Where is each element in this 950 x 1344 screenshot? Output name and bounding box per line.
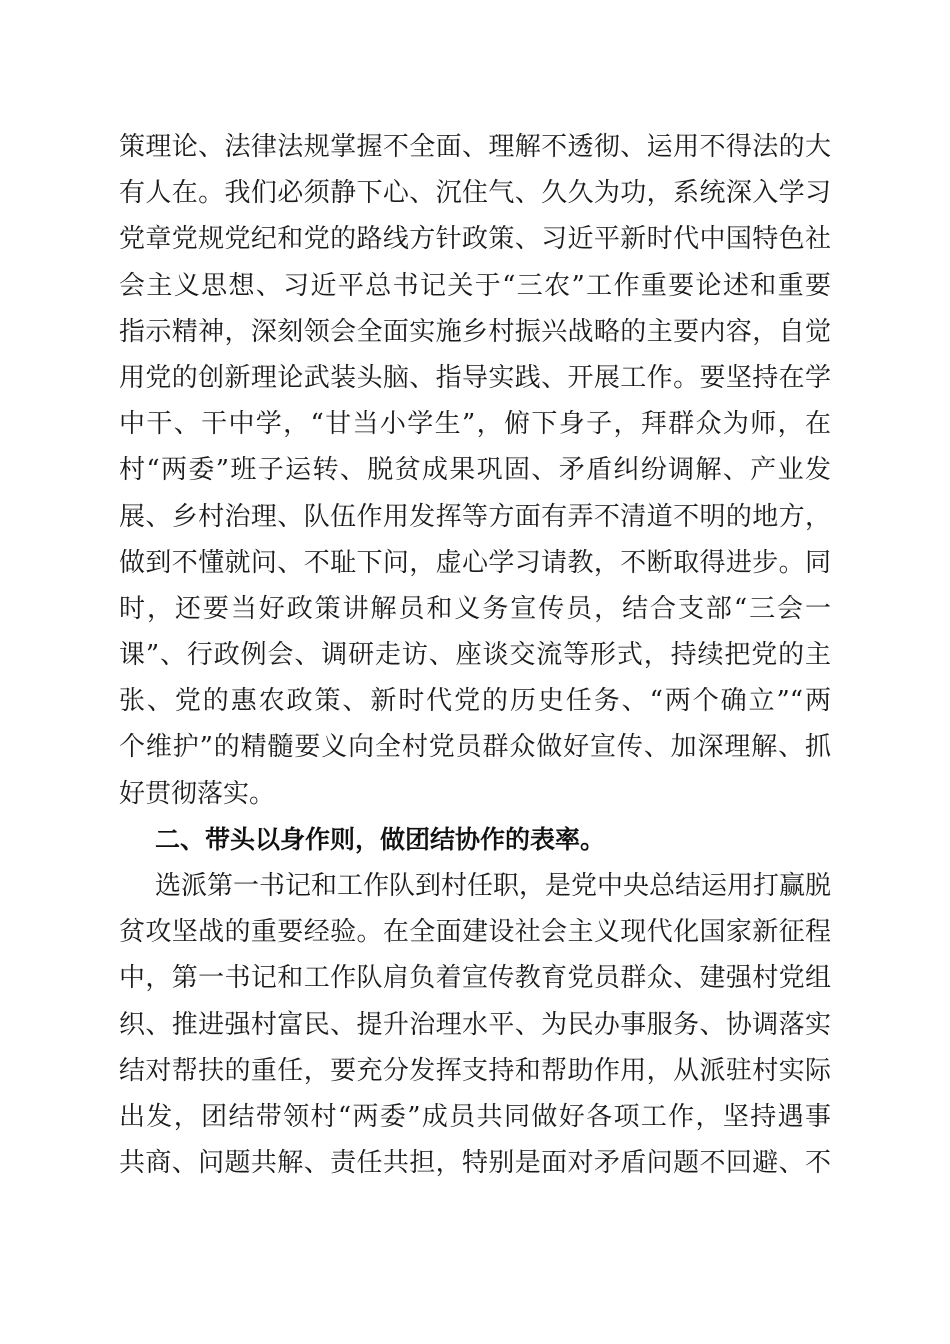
text-line: 做到不懂就问、不耻下问，虚心学习请教，不断取得进步。同	[119, 547, 831, 578]
text-line: 村“两委”班子运转、脱贫成果巩固、矛盾纠纷调解、产业发	[119, 455, 831, 486]
text-line: 个维护”的精髓要义向全村党员群众做好宣传、加深理解、抓	[119, 732, 831, 763]
text-line: 时，还要当好政策讲解员和义务宣传员，结合支部“三会一	[119, 593, 831, 624]
text-line: 课”、行政例会、调研走访、座谈交流等形式，持续把党的主	[119, 640, 831, 671]
text-line: 贫攻坚战的重要经验。在全面建设社会主义现代化国家新征程	[119, 917, 831, 948]
text-line: 共商、问题共解、责任共担，特别是面对矛盾问题不回避、不	[119, 1148, 831, 1179]
text-line: 中，第一书记和工作队肩负着宣传教育党员群众、建强村党组	[119, 963, 831, 994]
paragraph	[119, 863, 831, 1186]
text-line: 有人在。我们必须静下心、沉住气、久久为功，系统深入学习	[119, 178, 831, 209]
text-line: 党章党规党纪和党的路线方针政策、习近平新时代中国特色社	[119, 224, 831, 255]
text-line: 选派第一书记和工作队到村任职，是党中央总结运用打赢脱	[155, 871, 831, 901]
text-line: 好贯彻落实。	[119, 778, 276, 809]
text-line: 出发，团结带领村“两委”成员共同做好各项工作，坚持遇事	[119, 1101, 831, 1132]
text-line: 会主义思想、习近平总书记关于“三农”工作重要论述和重要	[119, 270, 831, 301]
text-line: 策理论、法律法规掌握不全面、理解不透彻、运用不得法的大	[119, 132, 831, 162]
text-line: 织、推进强村富民、提升治理水平、为民办事服务、协调落实	[119, 1009, 831, 1040]
document-body	[119, 124, 831, 1186]
paragraph-continued	[119, 124, 831, 817]
text-line: 用党的创新理论武装头脑、指导实践、开展工作。要坚持在学	[119, 362, 831, 393]
text-line: 展、乡村治理、队伍作用发挥等方面有弄不清道不明的地方，	[119, 501, 831, 532]
text-line: 指示精神，深刻领会全面实施乡村振兴战略的主要内容，自觉	[119, 316, 831, 347]
text-line: 结对帮扶的重任，要充分发挥支持和帮助作用，从派驻村实际	[119, 1055, 831, 1086]
section-heading: 二、带头以身作则，做团结协作的表率。	[155, 824, 606, 854]
text-line: 张、党的惠农政策、新时代党的历史任务、“两个确立”“两	[119, 686, 831, 717]
text-line: 中干、干中学，“甘当小学生”，俯下身子，拜群众为师，在	[119, 409, 831, 440]
